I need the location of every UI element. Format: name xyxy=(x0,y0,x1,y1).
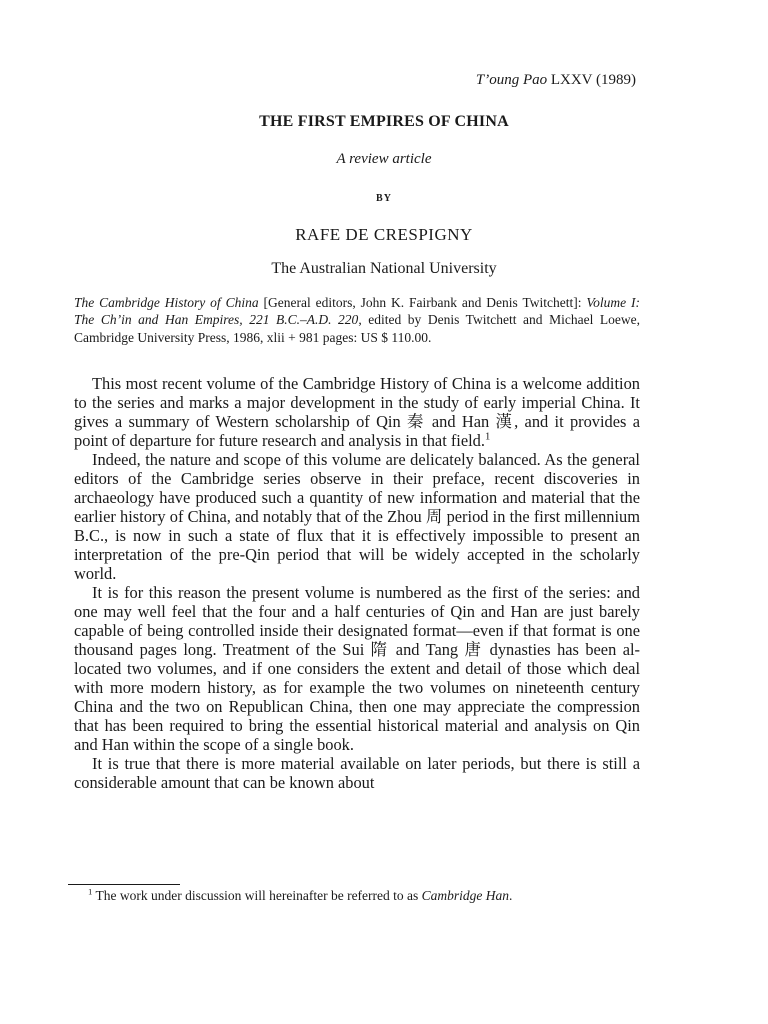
citation-volume: Volume I: The Ch’in and Han Empires, 221 B.C.–A.D. 220 xyxy=(74,295,641,328)
citation-series: The Cambridge History of China xyxy=(74,295,259,310)
author-name: RAFE DE CRESPIGNY xyxy=(295,225,473,244)
journal-name: T’oung Pao xyxy=(475,72,548,88)
footnote-text: The work under discussion will hereinafter be referred to as xyxy=(92,888,422,903)
citation-editors: [General editors, John K. Fairbank and Denis Twitchett]: xyxy=(258,295,587,310)
book-citation xyxy=(74,294,640,346)
footnote-end: . xyxy=(509,888,513,903)
paragraph-2: Indeed, the nature and scope of this volume are delicately balanced. As the general editors of the Cambridge series observe in their preface, recent discoveries in archaeology have produced such a quantity of new information and material that the earlier history of China, and notably that of the Zhou 周 period in the first millennium B.C., is now in such a state of flux that it is effectively impossible to present an interpretation of the pre-Qin period that will be widely accepted in the scholarly world. xyxy=(74,450,640,583)
citation-details: , edited by Denis Twitchett and Michael Loewe, Cambridge University Press, 1986, xlii + 981 pages: US $ 110.00. xyxy=(74,312,640,345)
byline-label: BY xyxy=(376,193,392,204)
article-body xyxy=(74,374,640,792)
paragraph-1 xyxy=(74,374,640,450)
paragraph-3: It is for this reason the present volume is numbered as the first of the series: and one may well feel that the four and a half centuries of Qin and Han are just barely capable of being controlled inside their designated format—even if that format is one thousand pages long. Treatment of the Sui 隋 and Tang 唐 dynasties has been allocated two volumes, and if one considers the extent and detail of those which deal with more modern history, as for example the two volumes on nineteenth century China and the two on Republican China, then one may appreciate the compression that has been required to bring the essential historical material and analysis on Qin and Han within the scope of a single book. xyxy=(74,583,640,754)
footnote-rule xyxy=(68,884,180,885)
footnote-mark: 1 xyxy=(88,886,93,897)
author-affiliation: The Australian National University xyxy=(271,260,497,277)
footnote-ref: 1 xyxy=(484,431,491,443)
journal-header xyxy=(476,72,636,89)
journal-volume-year: LXXV (1989) xyxy=(550,72,636,88)
paragraph-1-text: This most recent volume of the Cambridge History of China is a welcome addition to the series and marks a major development in the study of early imperial China. It gives a summary of Western scholarship of Qin 秦 and Han 漢, and it provides a point of departure for future research and analysis in that field. xyxy=(74,374,640,450)
article-title: THE FIRST EMPIRES OF CHINA xyxy=(259,113,509,130)
footnote xyxy=(74,887,640,904)
article-subtitle: A review article xyxy=(336,151,432,167)
paragraph-4: It is true that there is more material available on later periods, but there is still a considerable amount that can be known about xyxy=(74,754,640,792)
footnote-italic: Cambridge Han xyxy=(421,888,510,903)
